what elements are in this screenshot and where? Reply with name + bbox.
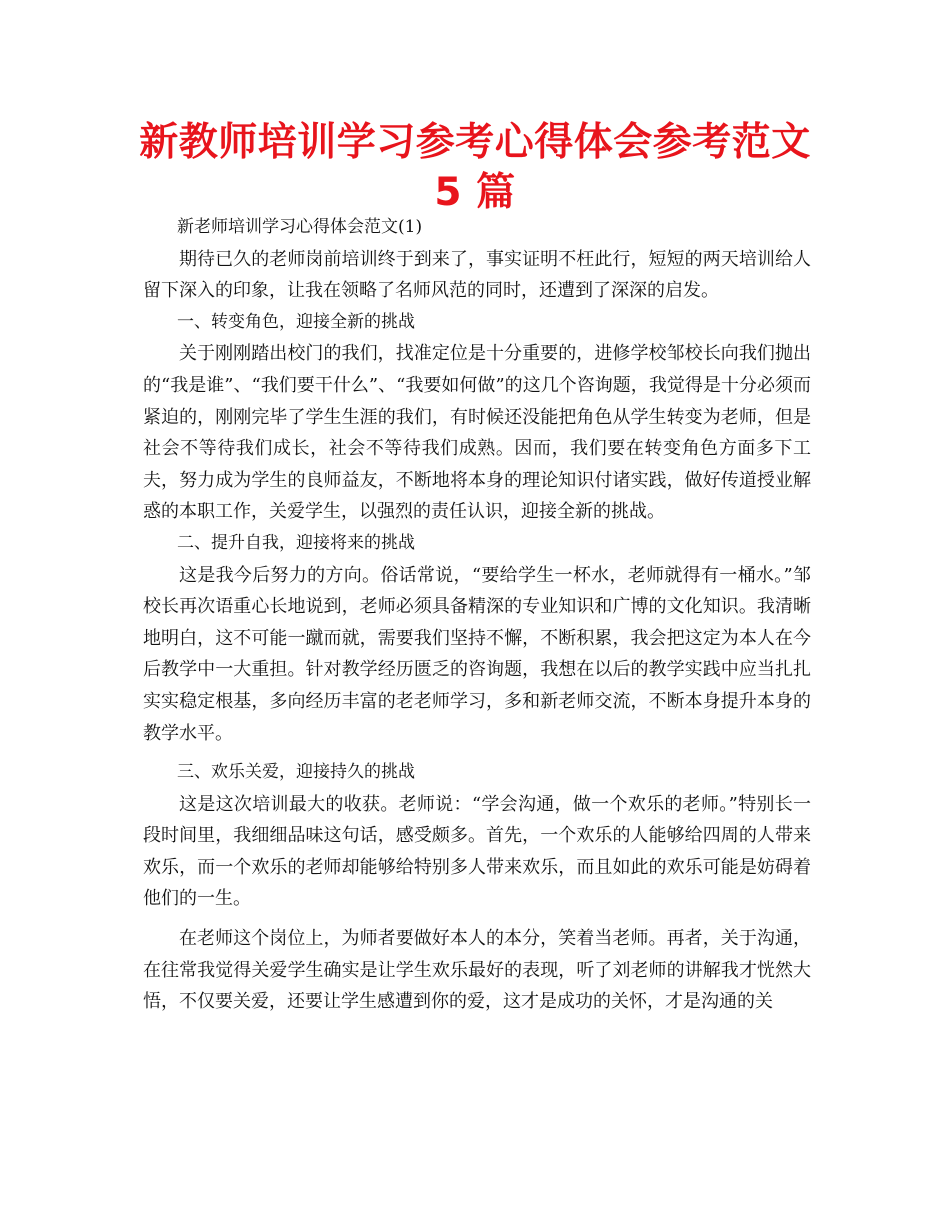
section-heading: 一、转变角色，迎接全新的挑战 — [177, 311, 415, 332]
article-subtitle: 新老师培训学习心得体会范文(1) — [177, 217, 423, 237]
body-paragraph: 期待已久的老师岗前培训终于到来了，事实证明不枉此行，短短的两天培训给人留下深入的印象，让我在领略了名师风范的同时，还遭到了深深的启发。 — [143, 248, 811, 302]
document-title: 新教师培训学习参考心得体会参考范文 5 篇 — [139, 120, 811, 215]
body-paragraph: 关于刚刚踏出校门的我们，找准定位是十分重要的，进修学校邹校长向我们抛出的“我是谁”、“我们要干什么”、“我要如何做”的这几个咨询题，我觉得是十分必须而紧迫的，刚刚完毕了学生生涯的我们，有时候还没能把角色从学生转变为老师，但是社会不等待我们成长，社会不等待我们成熟。因而，我们要在转变角色方面多下工夫，努力成为学生的良师益友，不断地将本身的理论知识付诸实践，做好传道授业解惑的本职工作，关爱学生，以强烈的责任认识，迎接全新的挑战。 — [143, 343, 811, 523]
section-heading: 三、欢乐关爱，迎接持久的挑战 — [177, 762, 415, 783]
body-paragraph: 这是这次培训最大的收获。老师说：“学会沟通，做一个欢乐的老师。”特别长一段时间里，我细细品味这句话，感受颇多。首先，一个欢乐的人能够给四周的人带来欢乐，而一个欢乐的老师却能够给特别多人带来欢乐，而且如此的欢乐可能是妨碍着他们的一生。 — [143, 793, 811, 910]
body-paragraph: 在老师这个岗位上，为师者要做好本人的本分，笑着当老师。再者，关于沟通，在往常我觉得关爱学生确实是让学生欢乐最好的表现，听了刘老师的讲解我才恍然大悟，不仅要关爱，还要让学生感遭到你的爱，这才是成功的关怀，才是沟通的关 — [143, 928, 811, 1013]
section-heading: 二、提升自我，迎接将来的挑战 — [177, 532, 415, 553]
body-paragraph: 这是我今后努力的方向。俗话常说，“要给学生一杯水，老师就得有一桶水。”邹校长再次语重心长地说到，老师必须具备精深的专业知识和广博的文化知识。我清晰地明白，这不可能一蹴而就，需要我们坚持不懈，不断积累，我会把这定为本人在今后教学中一大重担。针对教学经历匮乏的咨询题，我想在以后的教学实践中应当扎扎实实稳定根基，多向经历丰富的老老师学习，多和新老师交流，不断本身提升本身的教学水平。 — [143, 564, 811, 744]
document-body — [143, 212, 811, 1018]
